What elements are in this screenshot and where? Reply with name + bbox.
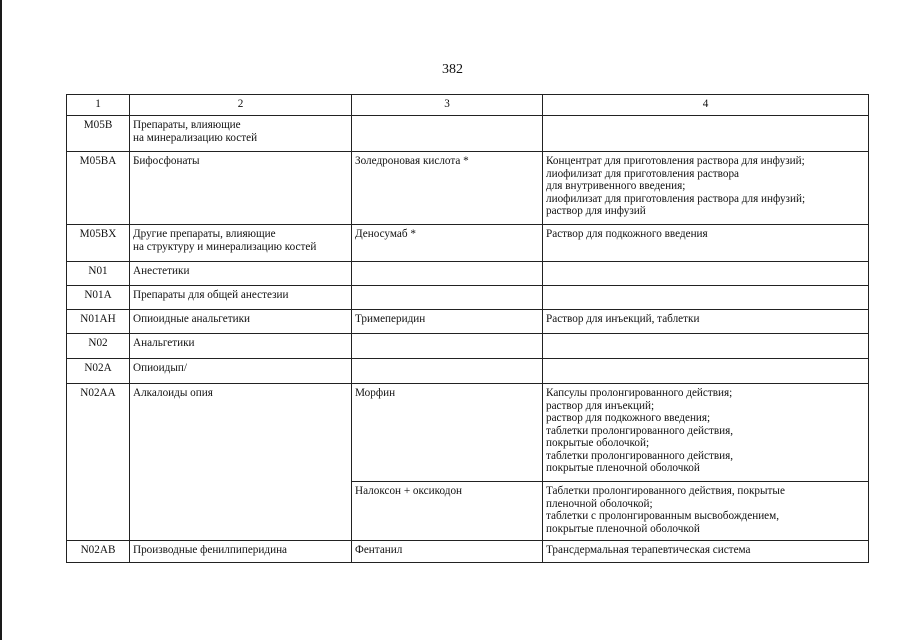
table-row (67, 262, 869, 286)
drug-table (66, 94, 869, 563)
atc-code-cell: N01A (67, 286, 130, 310)
table-row (67, 286, 869, 310)
atc-code-cell: M05BA (67, 152, 130, 225)
column-header-4: 4 (543, 95, 869, 116)
dosage-form-cell: Раствор для инъекций, таблетки (543, 310, 869, 334)
table-row (67, 384, 869, 482)
dosage-form-cell (543, 334, 869, 359)
drug-name-cell (352, 359, 543, 384)
page-number: 382 (442, 62, 463, 77)
dosage-form-cell: Концентрат для приготовления раствора для инфузий; лиофилизат для приготовления раствора для внутривенного введения; лиофилизат для приготовления раствора для инфузий; раствор для инфузий (543, 152, 869, 225)
group-name-cell: Анестетики (130, 262, 352, 286)
drug-name-cell (352, 334, 543, 359)
drug-name-cell: Фентанил (352, 541, 543, 563)
table-row (67, 225, 869, 262)
group-name-cell: Опиоидные анальгетики (130, 310, 352, 334)
group-name-cell: Бифосфонаты (130, 152, 352, 225)
table-row (67, 359, 869, 384)
dosage-form-cell (543, 262, 869, 286)
dosage-form-cell: Раствор для подкожного введения (543, 225, 869, 262)
group-name-cell: Алкалоиды опия (130, 384, 352, 541)
drug-name-cell: Золедроновая кислота * (352, 152, 543, 225)
atc-code-cell: N02AB (67, 541, 130, 563)
group-name-cell: Производные фенилпиперидина (130, 541, 352, 563)
dosage-form-cell (543, 286, 869, 310)
atc-code-cell: M05B (67, 116, 130, 152)
table-row (67, 310, 869, 334)
column-header-1: 1 (67, 95, 130, 116)
column-header-2: 2 (130, 95, 352, 116)
group-name-cell: Препараты для общей анестезии (130, 286, 352, 310)
atc-code-cell: N02AA (67, 384, 130, 541)
table-row (67, 334, 869, 359)
atc-code-cell: M05BX (67, 225, 130, 262)
dosage-form-cell (543, 116, 869, 152)
table-row (67, 152, 869, 225)
drug-name-cell (352, 116, 543, 152)
drug-name-cell (352, 286, 543, 310)
group-name-cell: Другие препараты, влияющие на структуру и минерализацию костей (130, 225, 352, 262)
atc-code-cell: N01 (67, 262, 130, 286)
table-row (67, 541, 869, 563)
scan-edge (0, 0, 2, 640)
drug-name-cell: Тримеперидин (352, 310, 543, 334)
dosage-form-cell: Капсулы пролонгированного действия; раствор для инъекций; раствор для подкожного введения; таблетки пролонгированного действия, покрытые оболочкой; таблетки пролонгированного действия, покрытые пленочной оболочкой (543, 384, 869, 482)
group-name-cell: Анальгетики (130, 334, 352, 359)
drug-name-cell (352, 262, 543, 286)
atc-code-cell: N02 (67, 334, 130, 359)
table-row (67, 116, 869, 152)
table-header-row (67, 95, 869, 116)
group-name-cell: Опиоидып/ (130, 359, 352, 384)
drug-name-cell: Морфин (352, 384, 543, 482)
column-header-3: 3 (352, 95, 543, 116)
group-name-cell: Препараты, влияющие на минерализацию костей (130, 116, 352, 152)
dosage-form-cell: Трансдермальная терапевтическая система (543, 541, 869, 563)
drug-name-cell: Налоксон + оксикодон (352, 482, 543, 541)
drug-name-cell: Деносумаб * (352, 225, 543, 262)
dosage-form-cell: Таблетки пролонгированного действия, покрытые пленочной оболочкой; таблетки с пролонгированным высвобождением, покрытые пленочной оболочкой (543, 482, 869, 541)
dosage-form-cell (543, 359, 869, 384)
atc-code-cell: N01AH (67, 310, 130, 334)
atc-code-cell: N02A (67, 359, 130, 384)
